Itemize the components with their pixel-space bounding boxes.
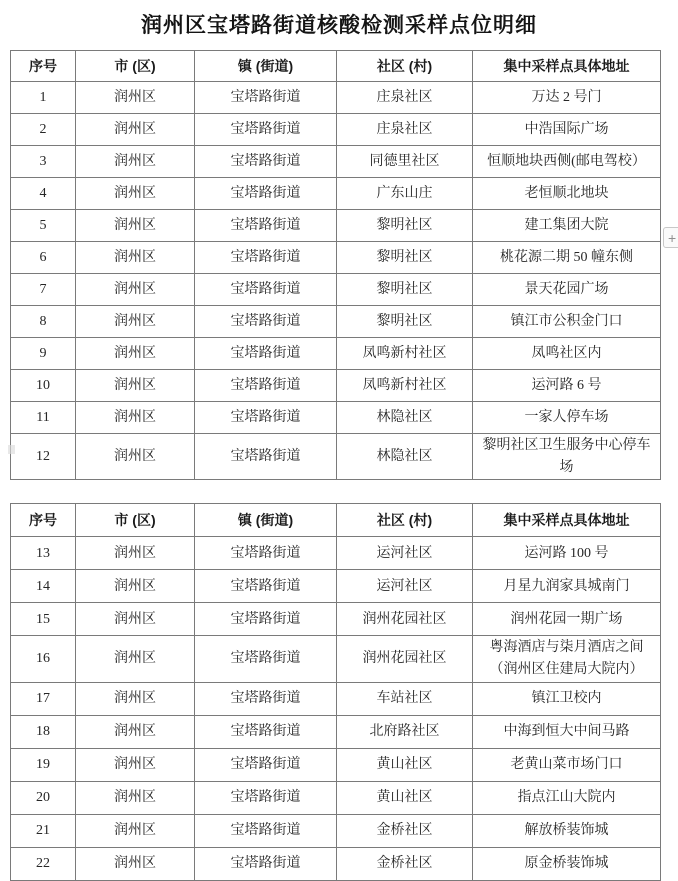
table-1-header xyxy=(11,51,661,82)
table-cell: 镇江卫校内 xyxy=(473,682,661,715)
table-cell: 镇江市公积金门口 xyxy=(473,306,661,338)
table-cell: 9 xyxy=(11,338,76,370)
table-cell: 22 xyxy=(11,847,76,880)
table-cell: 金桥社区 xyxy=(337,847,473,880)
table-cell: 黄山社区 xyxy=(337,781,473,814)
table-cell: 8 xyxy=(11,306,76,338)
table-cell: 北府路社区 xyxy=(337,715,473,748)
column-header: 市 (区) xyxy=(76,504,195,537)
table-cell: 宝塔路街道 xyxy=(195,814,337,847)
sampling-points-table-1 xyxy=(10,50,661,480)
table-cell: 润州区 xyxy=(76,715,195,748)
table-cell: 宝塔路街道 xyxy=(195,434,337,480)
table-cell: 林隐社区 xyxy=(337,434,473,480)
table-cell: 黎明社区 xyxy=(337,242,473,274)
table-cell: 润州区 xyxy=(76,210,195,242)
table-cell: 宝塔路街道 xyxy=(195,682,337,715)
page-title: 润州区宝塔路街道核酸检测采样点位明细 xyxy=(141,14,537,37)
table-cell: 凤鸣新村社区 xyxy=(337,370,473,402)
table-cell: 润州区 xyxy=(76,682,195,715)
table-cell: 建工集团大院 xyxy=(473,210,661,242)
table-cell: 黄山社区 xyxy=(337,748,473,781)
table-cell: 桃花源二期 50 幢东侧 xyxy=(473,242,661,274)
table-cell: 11 xyxy=(11,402,76,434)
table-cell: 月星九润家具城南门 xyxy=(473,570,661,603)
table-cell: 万达 2 号门 xyxy=(473,82,661,114)
table-cell: 运河社区 xyxy=(337,537,473,570)
table-cell: 3 xyxy=(11,146,76,178)
table-cell: 10 xyxy=(11,370,76,402)
table-cell: 宝塔路街道 xyxy=(195,274,337,306)
table-cell: 润州区 xyxy=(76,146,195,178)
table-cell: 车站社区 xyxy=(337,682,473,715)
table-cell: 2 xyxy=(11,114,76,146)
table-cell: 润州区 xyxy=(76,636,195,682)
table-row xyxy=(11,682,661,715)
table-cell: 宝塔路街道 xyxy=(195,847,337,880)
table-row xyxy=(11,114,661,146)
table-cell: 18 xyxy=(11,715,76,748)
table-cell: 中海到恒大中间马路 xyxy=(473,715,661,748)
table-cell: 12 xyxy=(11,434,76,480)
table-cell: 庄泉社区 xyxy=(337,114,473,146)
table-cell: 原金桥装饰城 xyxy=(473,847,661,880)
table-cell: 宝塔路街道 xyxy=(195,636,337,682)
table-row xyxy=(11,146,661,178)
table-cell: 5 xyxy=(11,210,76,242)
table-cell: 同德里社区 xyxy=(337,146,473,178)
table-cell: 粤海酒店与柒月酒店之间（润州区住建局大院内） xyxy=(473,636,661,682)
table-cell: 润州区 xyxy=(76,748,195,781)
table-cell: 润州区 xyxy=(76,274,195,306)
table-cell: 宝塔路街道 xyxy=(195,402,337,434)
table-cell: 老恒顺北地块 xyxy=(473,178,661,210)
table-row xyxy=(11,570,661,603)
column-header: 序号 xyxy=(11,51,76,82)
table-row xyxy=(11,338,661,370)
table-cell: 润州区 xyxy=(76,82,195,114)
table-cell: 宝塔路街道 xyxy=(195,338,337,370)
table-cell: 1 xyxy=(11,82,76,114)
table-cell: 宝塔路街道 xyxy=(195,178,337,210)
table-cell: 宝塔路街道 xyxy=(195,82,337,114)
table-row xyxy=(11,82,661,114)
column-header: 序号 xyxy=(11,504,76,537)
table-cell: 中浩国际广场 xyxy=(473,114,661,146)
table-2-body xyxy=(11,537,661,880)
table-cell: 4 xyxy=(11,178,76,210)
table-cell: 润州区 xyxy=(76,178,195,210)
table-cell: 宝塔路街道 xyxy=(195,748,337,781)
table-cell: 21 xyxy=(11,814,76,847)
table-cell: 宝塔路街道 xyxy=(195,146,337,178)
table-cell: 凤鸣社区内 xyxy=(473,338,661,370)
table-row xyxy=(11,748,661,781)
table-cell: 宝塔路街道 xyxy=(195,537,337,570)
table-row xyxy=(11,814,661,847)
table-cell: 宝塔路街道 xyxy=(195,370,337,402)
table-cell: 宝塔路街道 xyxy=(195,210,337,242)
table-row xyxy=(11,636,661,682)
table-cell: 润州区 xyxy=(76,306,195,338)
table-row xyxy=(11,715,661,748)
table-row xyxy=(11,537,661,570)
column-header: 集中采样点具体地址 xyxy=(473,51,661,82)
column-header: 社区 (村) xyxy=(337,51,473,82)
column-header: 市 (区) xyxy=(76,51,195,82)
table-row xyxy=(11,178,661,210)
table-row xyxy=(11,306,661,338)
table-cell: 15 xyxy=(11,603,76,636)
table-cell: 宝塔路街道 xyxy=(195,114,337,146)
table-cell: 6 xyxy=(11,242,76,274)
table-cell: 润州区 xyxy=(76,114,195,146)
table-cell: 老黄山菜市场门口 xyxy=(473,748,661,781)
table-cell: 润州花园一期广场 xyxy=(473,603,661,636)
column-header: 集中采样点具体地址 xyxy=(473,504,661,537)
table-cell: 黎明社区 xyxy=(337,210,473,242)
table-row xyxy=(11,274,661,306)
table-cell: 宝塔路街道 xyxy=(195,603,337,636)
table-cell: 润州区 xyxy=(76,847,195,880)
table-cell: 广东山庄 xyxy=(337,178,473,210)
table-cell: 润州区 xyxy=(76,814,195,847)
table-cell: 润州花园社区 xyxy=(337,636,473,682)
table-cell: 润州区 xyxy=(76,570,195,603)
table-row xyxy=(11,434,661,480)
table-cell: 润州区 xyxy=(76,338,195,370)
table-cell: 宝塔路街道 xyxy=(195,715,337,748)
table-cell: 宝塔路街道 xyxy=(195,781,337,814)
table-cell: 13 xyxy=(11,537,76,570)
column-header: 镇 (街道) xyxy=(195,51,337,82)
table-cell: 庄泉社区 xyxy=(337,82,473,114)
table-cell: 解放桥装饰城 xyxy=(473,814,661,847)
header-row xyxy=(11,504,661,537)
table-cell: 黎明社区卫生服务中心停车场 xyxy=(473,434,661,480)
table-cell: 润州花园社区 xyxy=(337,603,473,636)
table-cell: 14 xyxy=(11,570,76,603)
table-cell: 黎明社区 xyxy=(337,306,473,338)
table-row xyxy=(11,370,661,402)
table-cell: 凤鸣新村社区 xyxy=(337,338,473,370)
table-cell: 7 xyxy=(11,274,76,306)
table-cell: 润州区 xyxy=(76,402,195,434)
table-cell: 宝塔路街道 xyxy=(195,306,337,338)
table-cell: 润州区 xyxy=(76,370,195,402)
table-cell: 金桥社区 xyxy=(337,814,473,847)
table-1-body xyxy=(11,82,661,480)
table-row xyxy=(11,603,661,636)
table-2-header xyxy=(11,504,661,537)
table-cell: 林隐社区 xyxy=(337,402,473,434)
column-header: 镇 (街道) xyxy=(195,504,337,537)
table-cell: 润州区 xyxy=(76,242,195,274)
sampling-points-table-2 xyxy=(10,503,661,880)
table-move-handle[interactable] xyxy=(8,445,15,454)
table-cell: 运河路 6 号 xyxy=(473,370,661,402)
table-cell: 19 xyxy=(11,748,76,781)
header-row xyxy=(11,51,661,82)
table-cell: 恒顺地块西侧(邮电驾校） xyxy=(473,146,661,178)
table-cell: 润州区 xyxy=(76,537,195,570)
table-cell: 运河社区 xyxy=(337,570,473,603)
table-cell: 运河路 100 号 xyxy=(473,537,661,570)
table-row xyxy=(11,402,661,434)
table-cell: 17 xyxy=(11,682,76,715)
table-row xyxy=(11,847,661,880)
table-row xyxy=(11,781,661,814)
table-cell: 宝塔路街道 xyxy=(195,242,337,274)
table-row xyxy=(11,242,661,274)
table-cell: 润州区 xyxy=(76,434,195,480)
column-header: 社区 (村) xyxy=(337,504,473,537)
table-cell: 20 xyxy=(11,781,76,814)
table-cell: 景天花园广场 xyxy=(473,274,661,306)
table-cell: 一家人停车场 xyxy=(473,402,661,434)
table-cell: 润州区 xyxy=(76,781,195,814)
table-cell: 润州区 xyxy=(76,603,195,636)
insert-row-plus-button[interactable]: + xyxy=(663,227,678,248)
table-cell: 16 xyxy=(11,636,76,682)
table-row xyxy=(11,210,661,242)
table-cell: 宝塔路街道 xyxy=(195,570,337,603)
table-cell: 指点江山大院内 xyxy=(473,781,661,814)
table-cell: 黎明社区 xyxy=(337,274,473,306)
